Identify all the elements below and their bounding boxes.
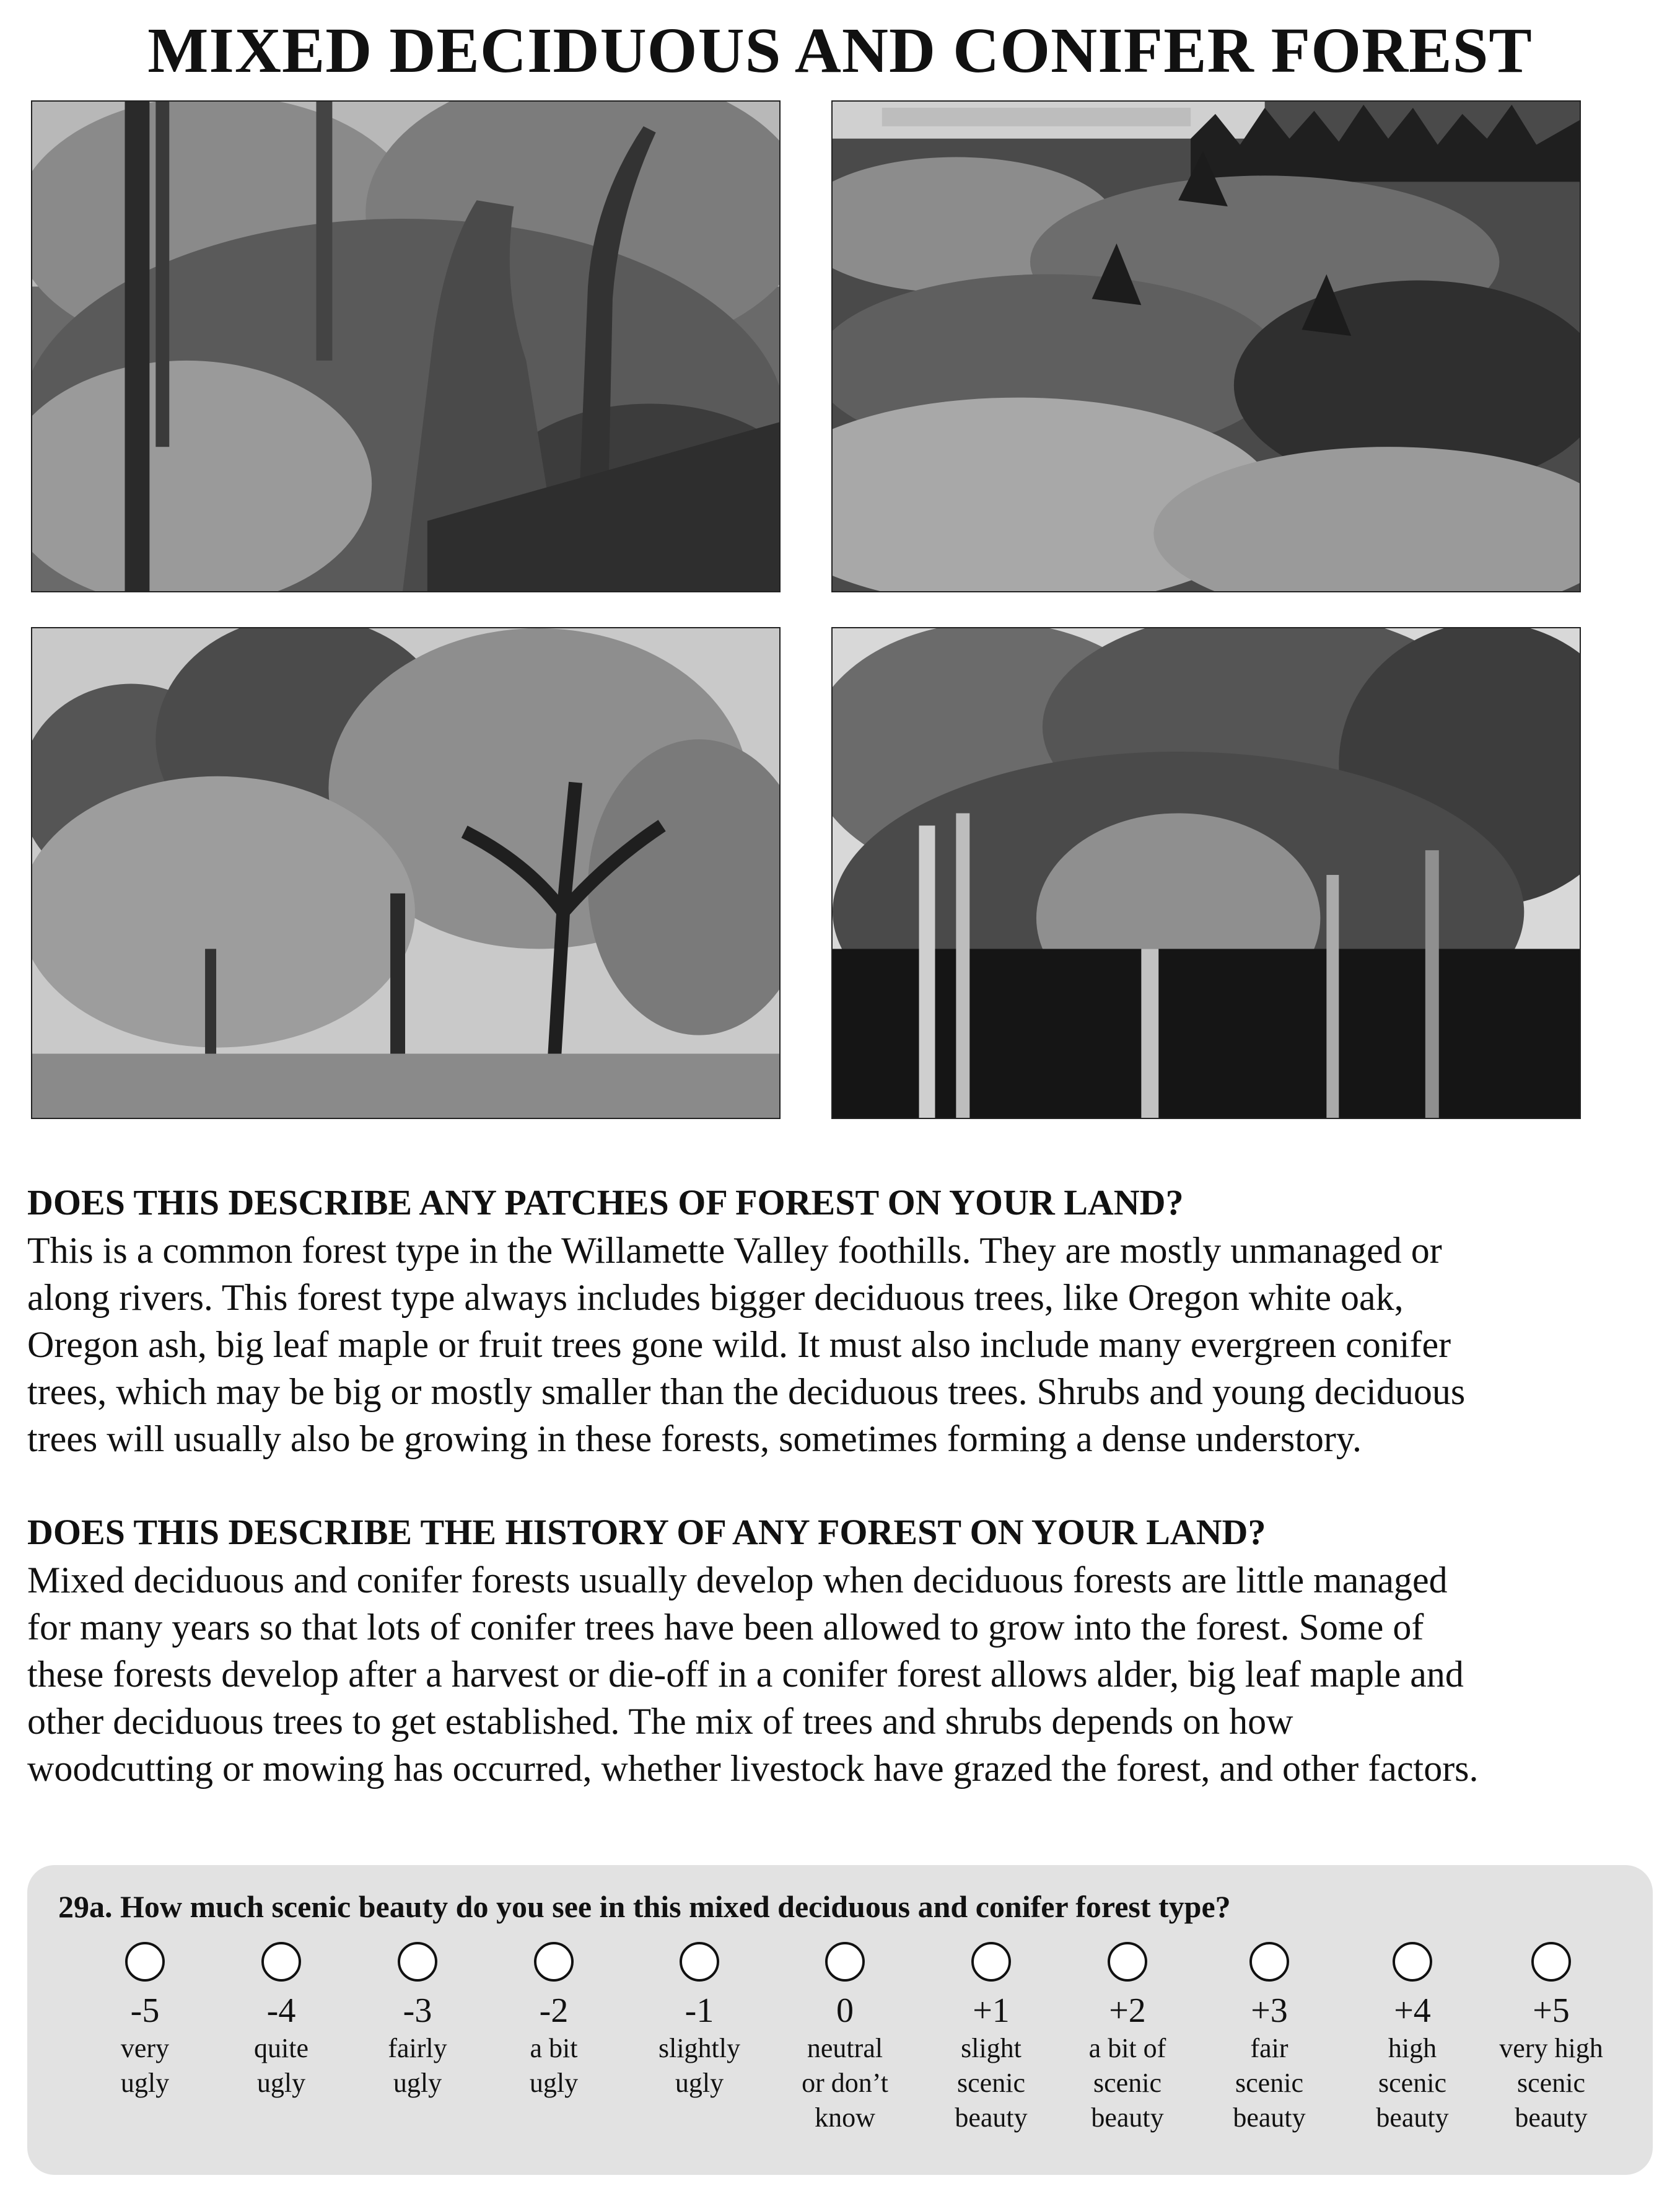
rating-label: or don’t — [802, 2068, 888, 2098]
rating-option-minus-2[interactable] — [486, 1942, 622, 2101]
forest-photo-edge — [831, 627, 1581, 1119]
paragraph-line: Mixed deciduous and conifer forests usually develop when deciduous forests are little managed — [27, 1560, 1448, 1600]
paragraph-line: along rivers. This forest type always includes bigger deciduous trees, like Oregon white oak, — [27, 1277, 1404, 1318]
rating-option-zero[interactable] — [777, 1942, 913, 2135]
rating-label: beauty — [1376, 2102, 1449, 2133]
paragraph-line: woodcutting or mowing has occurred, whether livestock have grazed the forest, and other factors. — [27, 1748, 1479, 1789]
rating-option-plus-5[interactable] — [1483, 1942, 1619, 2135]
rating-option-minus-3[interactable] — [349, 1942, 486, 2101]
rating-score: +2 — [1109, 1991, 1146, 2030]
rating-option-plus-1[interactable] — [923, 1942, 1059, 2135]
rating-label: ugly — [675, 2068, 724, 2098]
rating-label: ugly — [393, 2068, 442, 2098]
rating-label: know — [815, 2102, 875, 2133]
rating-option-minus-1[interactable] — [631, 1942, 768, 2101]
radio-button[interactable] — [680, 1942, 719, 1982]
paragraph-line: Oregon ash, big leaf maple or fruit trees gone wild. It must also include many evergreen conifer — [27, 1324, 1451, 1365]
rating-option-plus-2[interactable] — [1059, 1942, 1196, 2135]
rating-option-plus-4[interactable] — [1344, 1942, 1481, 2135]
forest-photo-oak-woodland — [31, 627, 781, 1119]
page-title: MIXED DECIDUOUS AND CONIFER FOREST — [147, 15, 1533, 86]
rating-label: beauty — [1091, 2102, 1164, 2133]
forest-photo-interior — [31, 100, 781, 592]
radio-button[interactable] — [1108, 1942, 1147, 1982]
paragraph-line: trees, which may be big or mostly smaller than the deciduous trees. Shrubs and young deciduous — [27, 1371, 1466, 1412]
rating-label: scenic — [1235, 2068, 1303, 2098]
rating-label: scenic — [1517, 2068, 1585, 2098]
radio-button[interactable] — [825, 1942, 865, 1982]
forest-photo-hillside — [831, 100, 1581, 592]
radio-button[interactable] — [1249, 1942, 1289, 1982]
radio-button[interactable] — [971, 1942, 1011, 1982]
rating-label: fairly — [388, 2033, 447, 2063]
rating-label: beauty — [1515, 2102, 1588, 2133]
rating-score: +1 — [973, 1991, 1010, 2030]
rating-label: ugly — [120, 2068, 170, 2098]
rating-label: ugly — [256, 2068, 306, 2098]
rating-option-minus-5[interactable] — [77, 1942, 213, 2101]
rating-option-plus-3[interactable] — [1201, 1942, 1337, 2135]
rating-label: slightly — [658, 2033, 741, 2063]
rating-label: a bit — [530, 2033, 578, 2063]
rating-label: ugly — [529, 2068, 579, 2098]
radio-button[interactable] — [125, 1942, 165, 1982]
rating-label: beauty — [955, 2102, 1028, 2133]
rating-label: neutral — [807, 2033, 883, 2063]
rating-score: 0 — [836, 1991, 854, 2030]
section-heading-history: DOES THIS DESCRIBE THE HISTORY OF ANY FOREST ON YOUR LAND? — [27, 1512, 1266, 1552]
rating-label: slight — [961, 2033, 1022, 2063]
rating-label: very high — [1499, 2033, 1603, 2063]
paragraph-line: for many years so that lots of conifer trees have been allowed to grow into the forest. Some of — [27, 1607, 1424, 1648]
radio-button[interactable] — [261, 1942, 301, 1982]
rating-label: high — [1388, 2033, 1437, 2063]
rating-label: very — [120, 2033, 170, 2063]
question-text: 29a. How much scenic beauty do you see in this mixed deciduous and conifer forest type? — [58, 1889, 1231, 1924]
radio-button[interactable] — [534, 1942, 574, 1982]
radio-button[interactable] — [1393, 1942, 1432, 1982]
rating-score: -2 — [539, 1991, 569, 2030]
rating-score: +5 — [1533, 1991, 1570, 2030]
section-heading-patches: DOES THIS DESCRIBE ANY PATCHES OF FOREST ON YOUR LAND? — [27, 1182, 1184, 1223]
rating-label: fair — [1250, 2033, 1288, 2063]
rating-label: scenic — [1378, 2068, 1446, 2098]
paragraph-line: these forests develop after a harvest or die-off in a conifer forest allows alder, big leaf maple and — [27, 1654, 1464, 1695]
rating-label: a bit of — [1088, 2033, 1166, 2063]
scenic-beauty-question-box — [27, 1865, 1653, 2175]
section-paragraph-history — [27, 1557, 1663, 1792]
rating-label: quite — [254, 2033, 308, 2063]
rating-score: -5 — [130, 1991, 160, 2030]
paragraph-line: other deciduous trees to get established. The mix of trees and shrubs depends on how — [27, 1701, 1293, 1742]
rating-option-minus-4[interactable] — [213, 1942, 349, 2101]
rating-score: -4 — [266, 1991, 296, 2030]
radio-button[interactable] — [398, 1942, 437, 1982]
rating-score: +4 — [1394, 1991, 1431, 2030]
rating-label: beauty — [1233, 2102, 1306, 2133]
section-paragraph-patches — [27, 1227, 1663, 1462]
paragraph-line: This is a common forest type in the Willamette Valley foothills. They are mostly unmanaged or — [27, 1230, 1442, 1271]
rating-score: -3 — [403, 1991, 432, 2030]
rating-score: +3 — [1251, 1991, 1288, 2030]
radio-button[interactable] — [1531, 1942, 1571, 1982]
paragraph-line: trees will usually also be growing in these forests, sometimes forming a dense understory. — [27, 1418, 1362, 1459]
rating-label: scenic — [1093, 2068, 1162, 2098]
rating-label: scenic — [957, 2068, 1025, 2098]
rating-score: -1 — [685, 1991, 714, 2030]
